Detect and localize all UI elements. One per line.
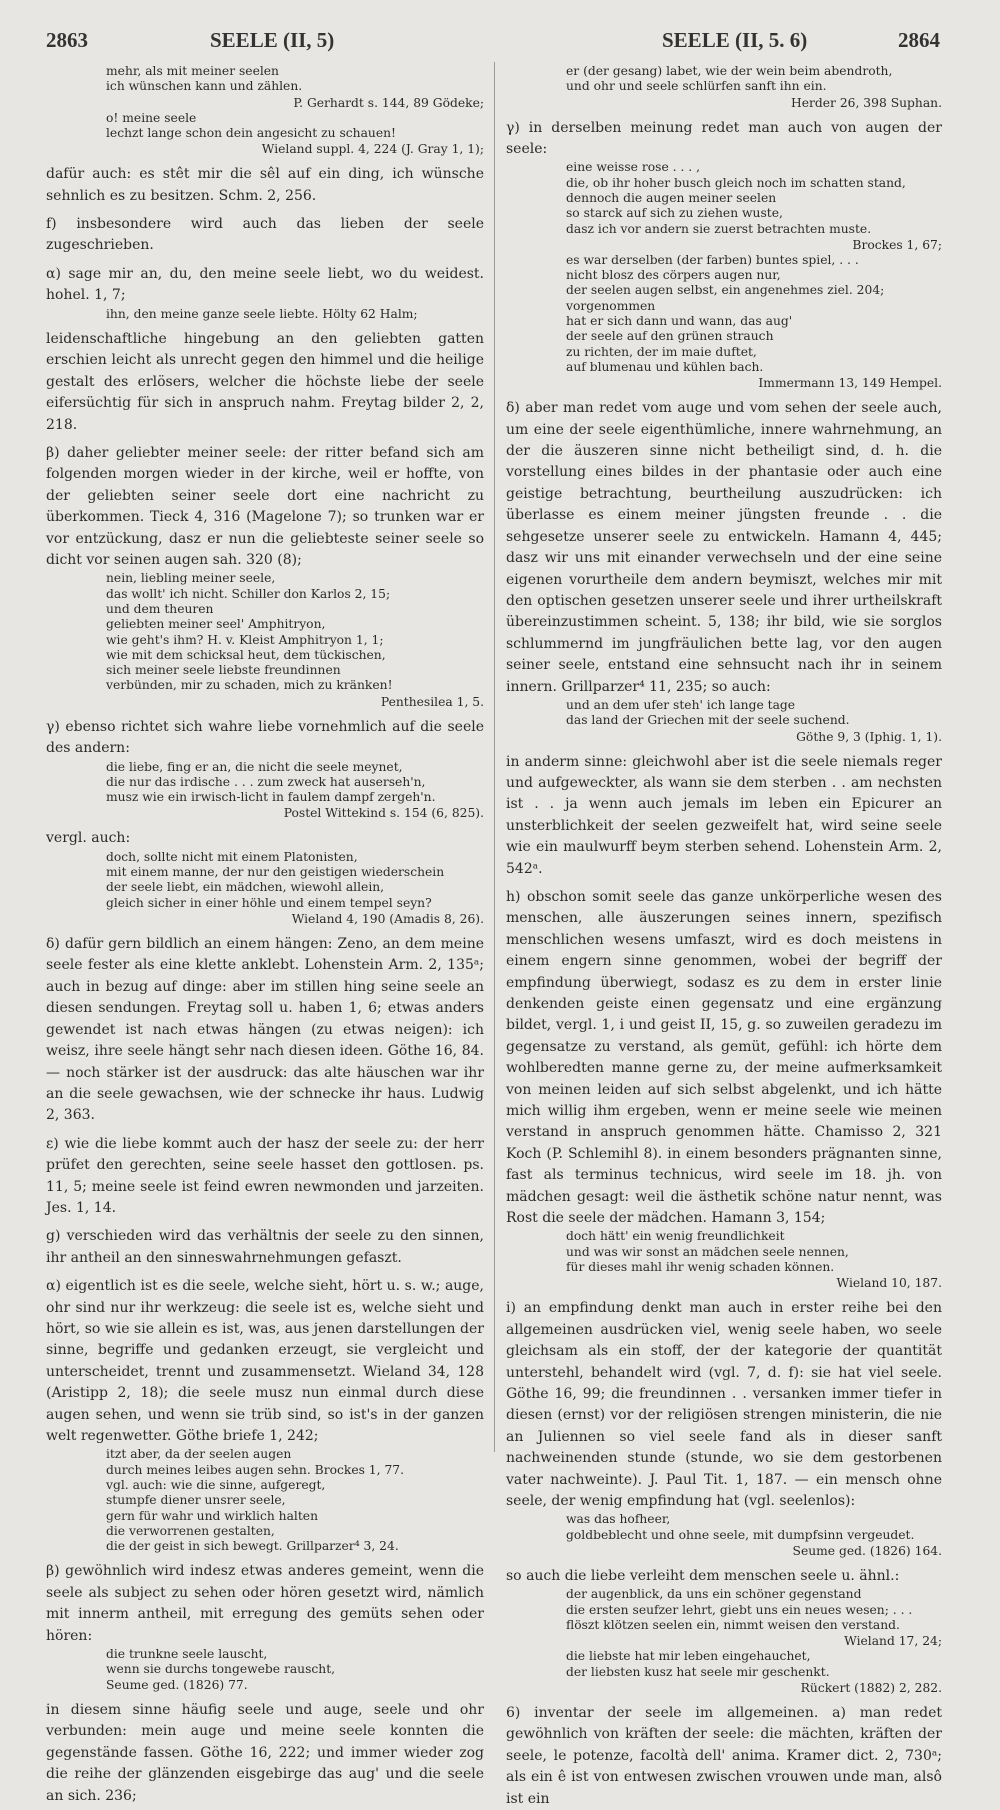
quote-line: und ohr und seele schlürfen sanft ihn ein. <box>566 79 827 94</box>
quote-line: dasz ich vor andern sie zuerst betrachten muste. <box>566 221 872 236</box>
paragraph: so auch die liebe verleiht dem menschen seele u. ähnl.: <box>506 1568 900 1585</box>
quote-line: vorgenommen <box>566 298 656 313</box>
quote-line: das wollt' ich nicht. Schiller don Karlos 2, 15; <box>106 586 391 601</box>
quote-line: zu richten, der im maie duftet, <box>566 344 757 359</box>
quote-line: Seume ged. (1826) 77. <box>106 1677 248 1692</box>
quote-line: vgl. auch: wie die sinne, aufgeregt, <box>106 1478 326 1492</box>
paragraph: 6) inventar der seele im allgemeinen. a) man redet gewöhnlich von kräften der seele: die mächten, kräften der seele, le potenze, facoltà dell' anima. Kramer dict. 2, 730ᵃ; als ein ê ist von entwesen zwischen vrouwen unde man, alsô ist ein <box>506 1704 942 1807</box>
quote-line: es war derselben (der farben) buntes spiel, . . . <box>566 252 859 267</box>
quote-line: doch, sollte nicht mit einem Platonisten, <box>106 849 358 864</box>
paragraph: dafür auch: es stêt mir die sêl auf ein ding, ich wünsche sehnlich es zu besitzen. Schm. 2, 256. <box>46 166 484 204</box>
quote-line: stumpfe diener unsrer seele, <box>106 1493 286 1508</box>
citation: P. Gerhardt s. 144, 89 Gödeke; <box>293 95 484 110</box>
right-column <box>506 64 942 1807</box>
citation: Wieland 10, 187. <box>836 1276 942 1291</box>
quote-line: der seelen augen selbst, ein angenehmes ziel. 204; <box>566 283 885 298</box>
quote-line: wie geht's ihm? H. v. Kleist Amphitryon 1, 1; <box>106 632 384 647</box>
quote-line: was das hofheer, <box>566 1512 671 1527</box>
quote-line: musz wie ein irwisch-licht in faulem dampf zergeh'n. <box>106 790 436 805</box>
citation: Wieland suppl. 4, 224 (J. Gray 1, 1); <box>261 142 484 157</box>
citation: Wieland 4, 190 (Amadis 8, 26). <box>291 912 484 927</box>
quote-line: hat er sich dann und wann, das aug' <box>566 314 793 329</box>
quote-line: das land der Griechen mit der seele suchend. <box>566 713 850 728</box>
quote-line: goldbeblecht und ohne seele, mit dumpfsinn vergeudet. <box>566 1527 915 1542</box>
quote-line: gleich sicher in einer höhle und einem tempel seyn? <box>106 895 432 910</box>
paragraph: g) verschieden wird das verhältnis der seele zu den sinnen, ihr antheil an den sinneswahrnehmungen gefaszt. <box>46 1228 484 1266</box>
quote-line: die der geist in sich bewegt. Grillparzer⁴ 3, 24. <box>106 1539 399 1554</box>
right-page-number: 2864 <box>898 28 940 52</box>
paragraph: in anderm sinne: gleichwohl aber ist die seele niemals reger und aufgeweckter, als wann sie dem sterben . . am nechsten ist . . ja wenn auch jemals im leben ein Epicurer an unsterblichkeit der seelen gezweifelt hat, wird seine seele wie ein maulwurff beym sterben sehend. Lohenstein Arm. 2, 542ᵃ. <box>506 753 942 877</box>
quote-line: die, ob ihr hoher busch gleich noch im schatten stand, <box>566 175 906 190</box>
citation: Göthe 9, 3 (Iphig. 1, 1). <box>796 729 942 744</box>
column-divider <box>494 62 495 1452</box>
citation: Brockes 1, 67; <box>852 237 942 252</box>
quote-line: die trunkne seele lauscht, <box>106 1647 268 1662</box>
citation: Wieland 17, 24; <box>844 1634 942 1649</box>
quote-line: lechzt lange schon dein angesicht zu schauen! <box>106 125 396 140</box>
quote-line: dennoch die augen meiner seelen <box>566 191 777 205</box>
paragraph: ε) wie die liebe kommt auch der hasz der seele zu: der herr prüfet den gerechten, seine seele hasset den gottlosen. ps. 11, 5; meine seele ist feind ewren newmonden und jarzeiten. Jes. 1, 14. <box>46 1135 484 1216</box>
quote-line: für dieses mahl ihr wenig schaden können. <box>566 1260 835 1275</box>
quote-line: nicht blosz des cörpers augen nur, <box>566 268 781 283</box>
paragraph: γ) ebenso richtet sich wahre liebe vornehmlich auf die seele des andern: <box>46 718 484 757</box>
quote-line: mehr, als mit meiner seelen <box>106 64 279 78</box>
quote-line: nein, liebling meiner seele, <box>106 571 276 586</box>
paragraph: in diesem sinne häufig seele und auge, seele und ohr verbunden: mein auge und meine seele konnten die gegenstände fassen. Göthe 16, 222; und immer wieder zog die reihe der glänzenden eisgebirge das aug' und die seele an sich. 236; <box>46 1702 484 1804</box>
paragraph: f) insbesondere wird auch das lieben der seele zugeschrieben. <box>46 216 484 254</box>
quote-line: o! meine seele <box>106 110 197 125</box>
quote-line: auf blumenau und kühlen bach. <box>566 359 764 374</box>
quote-line: und was wir sonst an mädchen seele nennen, <box>566 1244 849 1259</box>
quote-line: sich meiner seele liebste freundinnen <box>106 663 341 678</box>
quote-line: ihn, den meine ganze seele liebte. Hölty 62 Halm; <box>106 306 418 321</box>
quote-line: gern für wahr und wirklich halten <box>106 1508 318 1523</box>
quote-line: verbünden, mir zu schaden, mich zu kränken! <box>106 678 393 693</box>
quote-line: der seele liebt, ein mädchen, wiewohl allein, <box>106 880 385 895</box>
quote-line: eine weisse rose . . . , <box>566 160 700 175</box>
quote-line: flöszt klötzen seelen ein, nimmt weisen den verstand. <box>566 1618 900 1633</box>
citation: Rückert (1882) 2, 282. <box>800 1680 942 1695</box>
paragraph: i) an empfindung denkt man auch in erster reihe bei den allgemeinen ausdrücken viel, wenig seele haben, wo seele gleichsam als ein stoff, der der kategorie der quantität unterstehl, behandelt wird (vgl. 7, d. f): sie hat viel seele. Göthe 16, 99; die freundinnen . . versanken immer tiefer in diesen (ernst) vor der religiösen strengen ministerin, die nie an Juliennen so viel seele fand als in dieser sanft nachweinenden stunde (stunde, wo sie dem gestorbenen vater nachweinte). J. Paul Tit. 1, 187. — ein mensch ohne seele, der wenig empfindung hat (vgl. seelenlos): <box>506 1300 942 1510</box>
quote-line: und an dem ufer steh' ich lange tage <box>566 697 796 712</box>
paragraph: h) obschon somit seele das ganze unkörperliche wesen des menschen, alle äuszerungen seines innern, spezifisch menschlichen wesens umfaszt, wird es doch meistens in einem engern sinne genommen, wobei der begriff der empfindung überwiegt, sodasz es zu dem in erster linie denkenden geiste einen gegensatz und eine ergänzung bildet, vergl. 1, i und geist II, 15, g. so zuweilen geradezu im gegensatze zu verstand, als gemüt, gefühl: ich hörte dem wohlberedten manne gerne zu, der meine aufmerksamkeit von meinen leiden auf sich selbst abgelenkt, und ich hätte mich willig ihm ergeben, wenn er meine seele wie meinen verstand in anspruch genommen hätte. Chamisso 2, 321 Koch (P. Schlemihl 8). in einem besonders prägnanten sinne, fast als terminus technicus, wird seele im 18. jh. von mädchen gesagt: weil die ästhetik schöne natur nennt, was Rost die seele der mädchen. Hamann 3, 154; <box>506 888 942 1227</box>
quote-line: er (der gesang) labet, wie der wein beim abendroth, <box>566 64 893 78</box>
paragraph: β) daher geliebter meiner seele: der ritter befand sich am folgenden morgen wieder in der kirche, weil er hoffte, von der geliebten seiner seele dort eine nachricht zu überkommen. Tieck 4, 316 (Magelone 7); so trunken war er vor entzückung, dasz er nun die geliebteste seiner seele so dicht vor seinen augen sah. 320 (8); <box>46 444 484 568</box>
quote-line: durch meines leibes augen sehn. Brockes 1, 77. <box>106 1462 405 1477</box>
left-running-title: SEELE (II, 5) <box>210 28 335 52</box>
quote-line: wenn sie durchs tongewebe rauscht, <box>106 1662 336 1677</box>
citation: Herder 26, 398 Suphan. <box>791 95 942 110</box>
paragraph: leidenschaftliche hingebung an den geliebten gatten erschien leicht als unrecht gegen den himmel und die heilige gestalt des erlösers, welcher die höchste liebe der seele eifersüchtig für sich in anspruch nahm. Freytag bilder 2, 2, 218. <box>46 330 484 433</box>
right-running-title: SEELE (II, 5. 6) <box>662 28 808 52</box>
paragraph: α) sage mir an, du, den meine seele liebt, wo du weidest. hohel. 1, 7; <box>46 265 484 304</box>
paragraph: α) eigentlich ist es die seele, welche sieht, hört u. s. w.; auge, ohr sind nur ihr werkzeug: die seele ist es, welche sieht und hört, so wie sie allein es ist, was, aus jenen darstellungen der sinne, begriffe und gedanken erzeugt, sie vergleicht und unterscheidet, trennt und zusammensetzt. Wieland 34, 128 (Aristipp 2, 18); die seele musz nun einmal durch diese augen sehen, und wenn sie trüb sind, so ist's in der ganzen welt regenwetter. Göthe briefe 1, 242; <box>46 1278 484 1444</box>
paragraph: δ) aber man redet vom auge und vom sehen der seele auch, um eine der seele eigenthümliche, innere wahrnehmung, an der die äuszeren sinne nicht betheiligt sind, d. h. die vorstellung eines bildes in der phantasie oder auch eine geistige betrachtung, beurtheilung auszudrücken: ich überlasse es einem meiner jüngsten freunde . . die sehgesetze unserer seele zu entwickeln. Hamann 4, 445; dasz wir uns mit einander verwechseln und der eine seine eigenen vorurtheile dem andern beymiszt, welches mir mit den optischen gesetzen unserer seele und ihrer urtheilskraft übereinzustimmen scheint. 5, 138; ihr bild, wie sie sorglos schlummernd im jungfräulichen bette lag, vor den augen seiner seele, entstand eine sehnsucht nach ihr in seinem innern. Grillparzer⁴ 11, 235; so auch: <box>506 400 942 695</box>
citation: Immermann 13, 149 Hempel. <box>758 376 942 391</box>
quote-line: die liebste hat mir leben eingehauchet, <box>566 1649 811 1664</box>
citation: Postel Wittekind s. 154 (6, 825). <box>283 806 484 821</box>
quote-line: doch hätt' ein wenig freundlichkeit <box>566 1229 785 1244</box>
quote-line: und dem theuren <box>106 601 214 616</box>
quote-line: itzt aber, da der seelen augen <box>106 1447 292 1462</box>
left-page-number: 2863 <box>46 28 88 52</box>
quote-line: die nur das irdische . . . zum zweck hat auserseh'n, <box>106 774 426 789</box>
quote-line: der augenblick, da uns ein schöner gegenstand <box>566 1587 862 1602</box>
quote-line: so starck auf sich zu ziehen wuste, <box>566 206 783 221</box>
citation: Penthesilea 1, 5. <box>380 694 484 709</box>
quote-line: der liebsten kusz hat seele mir geschenkt. <box>566 1664 830 1679</box>
quote-line: die liebe, fing er an, die nicht die seele meynet, <box>106 759 403 774</box>
quote-line: geliebten meiner seel' Amphitryon, <box>106 617 326 632</box>
quote-line: mit einem manne, der nur den geistigen wiederschein <box>106 865 445 880</box>
quote-line: wie mit dem schicksal heut, dem tückischen, <box>106 647 386 662</box>
paragraph: γ) in derselben meinung redet man auch von augen der seele: <box>506 119 942 157</box>
paragraph: vergl. auch: <box>46 830 131 847</box>
left-column <box>46 64 484 1804</box>
paragraph: β) gewöhnlich wird indesz etwas anderes gemeint, wenn die seele als subject zu sehen oder hören gesetzt wird, nämlich mit innerm antheil, mit erregung des gemüts sehen oder hören: <box>46 1563 484 1644</box>
quote-line: die verworrenen gestalten, <box>106 1523 275 1538</box>
paragraph: δ) dafür gern bildlich an einem hängen: Zeno, an dem meine seele fester als eine klette anklebt. Lohenstein Arm. 2, 135ᵃ; auch in bezug auf dinge: aber im stillen hing seine seele an diesen sendungen. Freytag soll u. haben 1, 6; etwas anders gewendet ist nach etwas hängen (zu etwas neigen): ich weisz, ihre seele hängt sehr nach diesen ideen. Göthe 16, 84. — noch stärker ist der ausdruck: das alte häuschen war ihr an die seele gewachsen, wie der schnecke ihr haus. Ludwig 2, 363. <box>46 936 484 1124</box>
quote-line: die ersten seufzer lehrt, giebt uns ein neues wesen; . . . <box>566 1602 913 1617</box>
quote-line: ich wünschen kann und zählen. <box>106 79 303 94</box>
quote-line: der seele auf den grünen strauch <box>566 329 774 344</box>
citation: Seume ged. (1826) 164. <box>792 1544 942 1559</box>
